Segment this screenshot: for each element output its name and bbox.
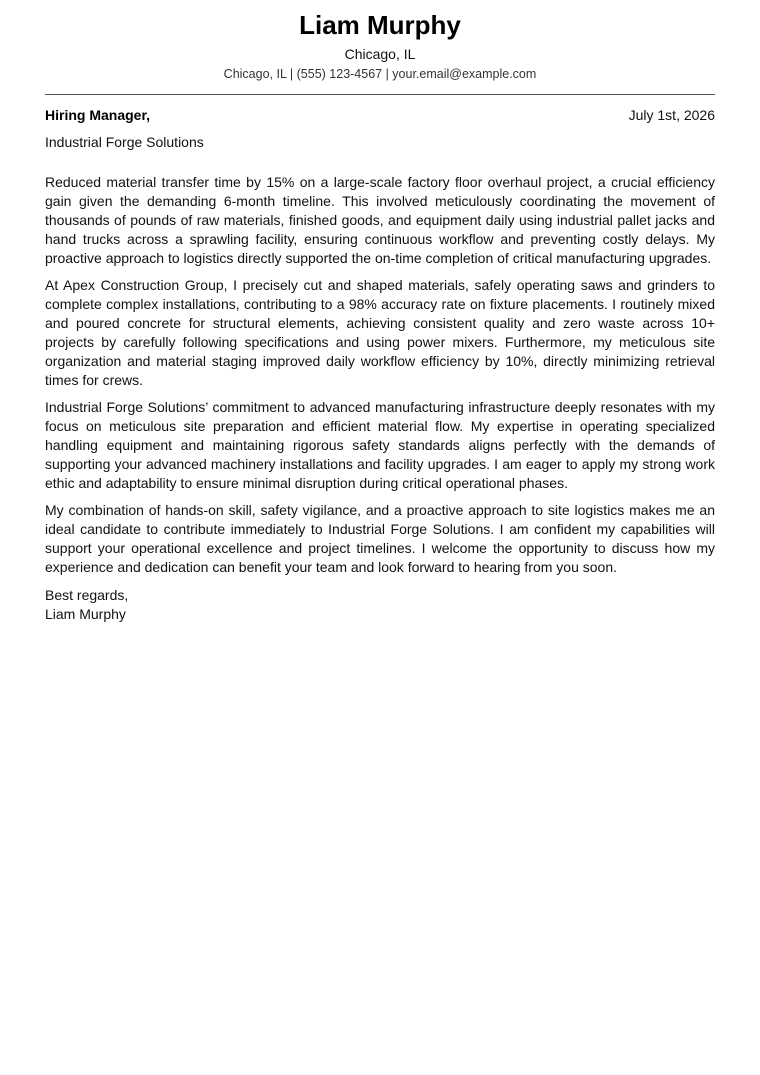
applicant-city: Chicago, IL [344,46,416,62]
recipient-date-row [45,106,715,124]
header-divider [45,94,715,95]
signature-name: Liam Murphy [45,606,126,622]
letter-header [45,0,715,82]
body-paragraph-3: Industrial Forge Solutions’ commitment to advanced manufacturing infrastructure deeply resonates with my focus on meticulous site preparation and efficient material flow. My expertise in operating specialized handling equipment and maintaining rigorous safety standards aligns perfectly with the demands of supporting your advanced machinery installations and facility upgrades. I am eager to apply my strong work ethic and adaptability to ensure minimal disruption during critical operational phases. [45,399,715,491]
letter-closing [45,586,715,624]
recipient-salutation: Hiring Manager, [45,107,151,123]
recipient-company: Industrial Forge Solutions [45,134,204,150]
body-paragraph-1: Reduced material transfer time by 15% on a large-scale factory floor overhaul project, a crucial efficiency gain given the demanding 6-month timeline. This involved meticulously coordinating the movement of thousands of pounds of raw materials, finished goods, and equipment daily using industrial pallet jacks and hand trucks across a sprawling facility, ensuring continuous workflow and preventing costly delays. My proactive approach to logistics directly supported the on-time completion of critical manufacturing upgrades. [45,174,715,266]
letter-body [45,173,715,577]
contact-line: Chicago, IL | (555) 123-4567 | your.email@example.com [223,67,537,81]
letter-date: July 1st, 2026 [628,107,715,123]
body-paragraph-2: At Apex Construction Group, I precisely cut and shaped materials, safely operating saws and grinders to complete complex installations, contributing to a 98% accuracy rate on fixture placements. I routinely mixed and poured concrete for structural elements, achieving consistent quality and zero waste across 10+ projects by carefully following specifications and using power mixers. Furthermore, my meticulous site organization and material staging improved daily workflow efficiency by 10%, directly minimizing retrieval times for crews. [45,277,715,388]
closing-phrase: Best regards, [45,587,129,603]
body-paragraph-4: My combination of hands-on skill, safety vigilance, and a proactive approach to site logistics makes me an ideal candidate to contribute immediately to Industrial Forge Solutions. I am confident my capabilities will support your operational excellence and project timelines. I welcome the opportunity to discuss how my experience and dedication can benefit your team and look forward to hearing from you soon. [45,502,715,575]
cover-letter [45,0,715,624]
applicant-name: Liam Murphy [299,10,461,40]
